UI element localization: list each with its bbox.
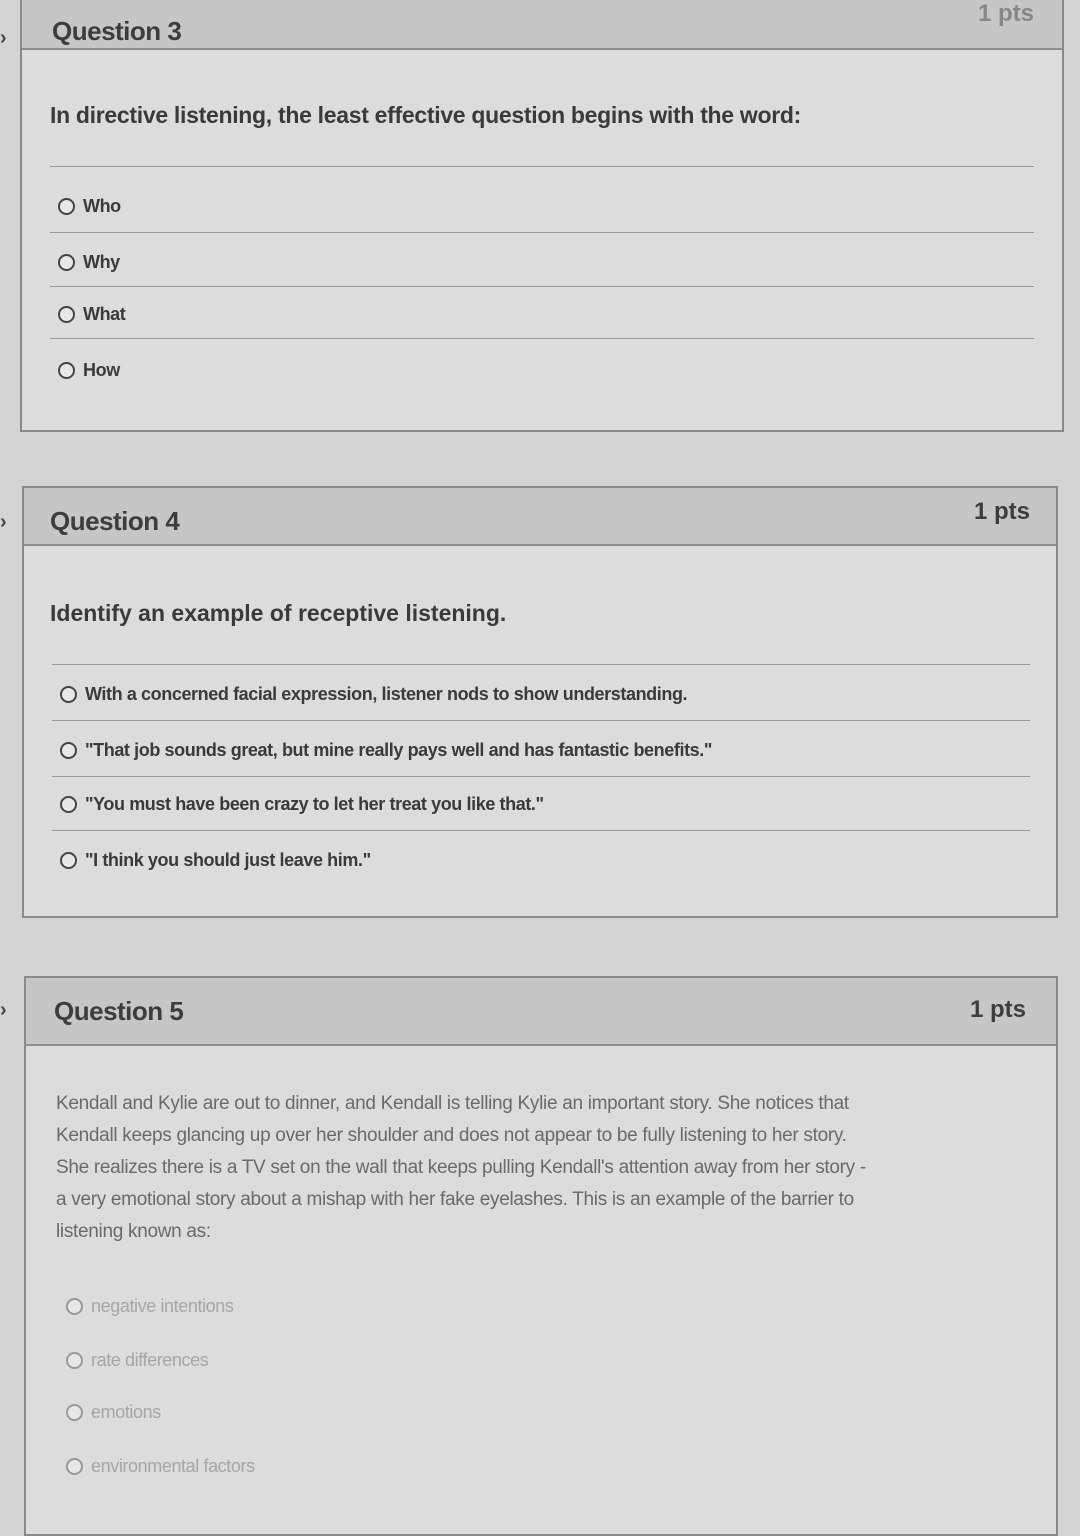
question-4-points: 1 pts — [973, 498, 1030, 525]
question-3-flag-icon[interactable]: › — [0, 27, 7, 49]
answer-label: With a concerned facial expression, listener nods to show understanding. — [85, 684, 688, 704]
question-3-points: 1 pts — [977, 0, 1034, 27]
divider — [52, 776, 1030, 777]
answer-option[interactable] — [58, 196, 121, 217]
radio-button[interactable] — [60, 686, 77, 703]
radio-button[interactable] — [60, 742, 77, 759]
answer-label: environmental factors — [91, 1456, 255, 1476]
answer-option[interactable] — [66, 1456, 255, 1477]
divider — [50, 338, 1034, 339]
answer-option[interactable] — [60, 740, 712, 761]
question-5-flag-icon[interactable]: › — [0, 999, 7, 1021]
divider — [50, 166, 1034, 167]
radio-button[interactable] — [66, 1352, 83, 1369]
radio-button[interactable] — [58, 198, 75, 215]
answer-option[interactable] — [60, 850, 371, 871]
question-3-prompt: In directive listening, the least effective question begins with the word: — [50, 102, 801, 128]
question-4-header — [24, 488, 1056, 546]
prompt-line: a very emotional story about a mishap with her fake eyelashes. This is an example of the barrier to — [56, 1189, 854, 1210]
divider — [50, 232, 1034, 233]
prompt-line: Kendall and Kylie are out to dinner, and Kendall is telling Kylie an important story. She notices that — [56, 1093, 849, 1114]
radio-button[interactable] — [66, 1404, 83, 1421]
answer-option[interactable] — [58, 360, 120, 381]
radio-button[interactable] — [66, 1298, 83, 1315]
answer-label: negative intentions — [91, 1296, 234, 1316]
answer-option[interactable] — [58, 252, 120, 273]
radio-button[interactable] — [58, 362, 75, 379]
divider — [50, 286, 1034, 287]
prompt-line: She realizes there is a TV set on the wall that keeps pulling Kendall's attention away from her story - — [56, 1157, 866, 1178]
question-4-title: Question 4 — [50, 506, 180, 536]
answer-label: What — [83, 304, 126, 324]
answer-option[interactable] — [60, 794, 544, 815]
radio-button[interactable] — [58, 254, 75, 271]
divider — [52, 720, 1030, 721]
question-5-header — [26, 978, 1056, 1046]
question-3-header — [22, 0, 1062, 50]
question-5-points: 1 pts — [969, 996, 1026, 1023]
question-4-flag-icon[interactable]: › — [0, 511, 7, 533]
answer-option[interactable] — [60, 684, 687, 705]
question-5-card — [24, 976, 1058, 1536]
answer-label: emotions — [91, 1402, 161, 1422]
prompt-line: Kendall keeps glancing up over her shoulder and does not appear to be fully listening to her story. — [56, 1125, 847, 1146]
radio-button[interactable] — [60, 796, 77, 813]
question-3-card — [20, 0, 1064, 432]
question-5-title: Question 5 — [54, 996, 184, 1026]
answer-label: Who — [83, 196, 121, 216]
question-4-card — [22, 486, 1058, 918]
radio-button[interactable] — [58, 306, 75, 323]
answer-label: "You must have been crazy to let her treat you like that." — [85, 794, 544, 814]
question-3-title: Question 3 — [52, 16, 182, 46]
answer-option[interactable] — [66, 1296, 234, 1317]
answer-label: How — [83, 360, 120, 380]
divider — [52, 664, 1030, 665]
answer-label: "That job sounds great, but mine really pays well and has fantastic benefits." — [85, 740, 713, 760]
answer-option[interactable] — [66, 1350, 208, 1371]
answer-label: "I think you should just leave him." — [85, 850, 371, 870]
divider — [52, 830, 1030, 831]
answer-label: Why — [83, 252, 120, 272]
question-5-prompt — [56, 1088, 866, 1248]
question-4-prompt: Identify an example of receptive listening. — [50, 600, 507, 626]
answer-label: rate differences — [91, 1350, 209, 1370]
radio-button[interactable] — [66, 1458, 83, 1475]
answer-option[interactable] — [58, 304, 125, 325]
radio-button[interactable] — [60, 852, 77, 869]
prompt-line: listening known as: — [56, 1221, 211, 1242]
answer-option[interactable] — [66, 1402, 161, 1423]
